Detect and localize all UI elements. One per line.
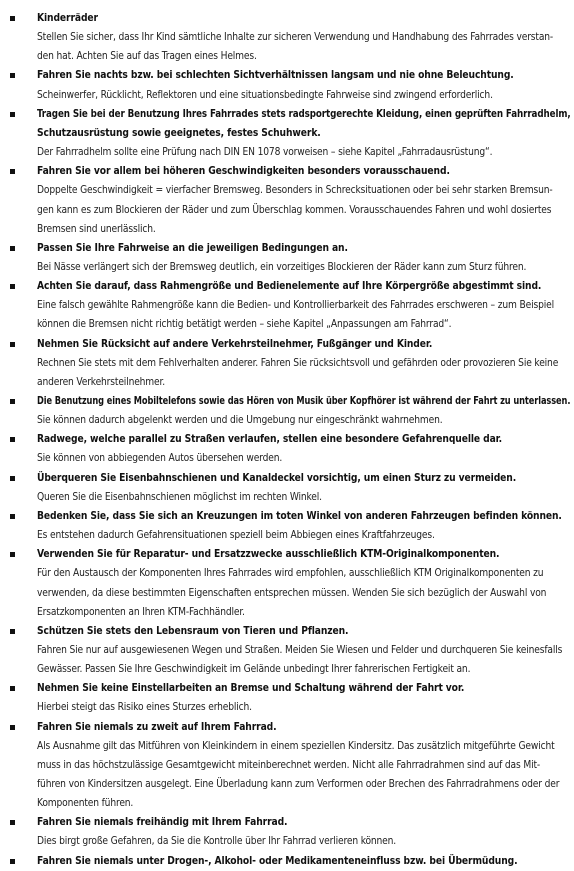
item-body-line: führen von Kindersitzen ausgelegt. Eine Überladung kann zum Verformen oder Brechen des Fahrradrahmens oder der	[37, 779, 560, 791]
item-body	[37, 143, 572, 162]
item-heading-line: Fahren Sie niemals zu zweit auf Ihrem Fahrrad.	[37, 721, 277, 733]
item-body-line: Stellen Sie sicher, dass Ihr Kind sämtliche Inhalte zur sicheren Verwendung und Handhabung des Fahrrades verstan-	[37, 32, 554, 44]
item-body-line: Fahren Sie nur auf ausgewiesenen Wegen und Straßen. Meiden Sie Wiesen und Felder und durchqueren Sie keinesfalls	[37, 644, 563, 656]
item-heading	[37, 162, 570, 181]
item-heading-line: Fahren Sie nachts bzw. bei schlechten Sichtverhältnissen langsam und nie ohne Beleuchtung.	[37, 70, 514, 82]
item-heading	[37, 105, 570, 143]
item-heading	[37, 66, 570, 85]
item-body-line: Queren Sie die Eisenbahnschienen möglichst im rechten Winkel.	[37, 491, 322, 503]
item-body	[37, 354, 572, 392]
bullet-icon	[10, 399, 15, 404]
item-heading	[37, 679, 570, 698]
item-body-line: Der Fahrradhelm sollte eine Prüfung nach DIN EN 1078 vorweisen – siehe Kapitel „Fahrradausrüstung“.	[37, 146, 493, 158]
bullet-icon	[10, 16, 15, 21]
item-body-line: den hat. Achten Sie auf das Tragen eines Helmes.	[37, 51, 257, 63]
item-body	[37, 488, 572, 507]
item-body	[37, 564, 572, 622]
item-heading	[37, 9, 570, 28]
item-body-line: Doppelte Geschwindigkeit = vierfacher Bremsweg. Besonders in Schrecksituationen oder bei sehr starken Bremsun-	[37, 185, 553, 197]
bullet-icon	[10, 284, 15, 289]
item-heading-line: Die Benutzung eines Mobiltelefons sowie das Hören von Musik über Kopfhörer ist während der Fahrt zu unterlassen.	[37, 396, 571, 407]
item-body	[37, 737, 572, 814]
item-heading-line: Radwege, welche parallel zu Straßen verlaufen, stellen eine besondere Gefahrenquelle dar.	[37, 434, 503, 446]
bullet-icon	[10, 73, 15, 78]
item-body	[37, 411, 572, 430]
item-body-line: Scheinwerfer, Rücklicht, Reflektoren und eine situationsbedingte Fahrweise sind zwingend erforderlich.	[37, 89, 493, 101]
item-body-line: Ersatzkomponenten an Ihren KTM-Fachhändler.	[37, 606, 245, 618]
item-body	[37, 641, 572, 679]
item-body-line: Sie können von abbiegenden Autos übersehen werden.	[37, 453, 283, 465]
bullet-icon	[10, 476, 15, 481]
item-heading	[37, 718, 570, 737]
item-heading-line: Verwenden Sie für Reparatur- und Ersatzzwecke ausschließlich KTM-Originalkomponenten.	[37, 549, 500, 561]
item-body	[37, 258, 572, 277]
item-heading	[37, 430, 570, 449]
item-body	[37, 28, 572, 66]
item-heading-line: Tragen Sie bei der Benutzung Ihres Fahrrades stets radsportgerechte Kleidung, einen geprüften Fahrradhelm,	[37, 108, 571, 120]
item-heading	[37, 622, 570, 641]
item-body-line: Bremsen sind unerlässlich.	[37, 223, 156, 235]
bullet-icon	[10, 552, 15, 557]
item-heading	[37, 277, 570, 296]
item-body-line: Eine falsch gewählte Rahmengröße kann die Bedien- und Kontrollierbarkeit des Fahrrades erschweren – zum Beispiel	[37, 300, 554, 312]
item-heading	[37, 469, 570, 488]
item-heading	[37, 392, 570, 411]
item-heading	[37, 852, 570, 871]
item-heading-line: Schützen Sie stets den Lebensraum von Tieren und Pflanzen.	[37, 625, 349, 637]
item-body	[37, 181, 572, 239]
item-body	[37, 296, 572, 334]
item-heading-line: Passen Sie Ihre Fahrweise an die jeweiligen Bedingungen an.	[37, 242, 348, 254]
bullet-icon	[10, 112, 15, 117]
item-heading-line: Fahren Sie niemals freihändig mit Ihrem Fahrrad.	[37, 817, 288, 829]
item-body-line: Dies birgt große Gefahren, da Sie die Kontrolle über Ihr Fahrrad verlieren können.	[37, 836, 397, 848]
item-heading-line: Schutzausrüstung sowie geeignetes, festes Schuhwerk.	[37, 127, 321, 139]
bullet-icon	[10, 514, 15, 519]
item-heading-line: Bedenken Sie, dass Sie sich an Kreuzungen im toten Winkel von anderen Fahrzeugen befinden können.	[37, 510, 562, 522]
item-heading	[37, 239, 570, 258]
item-heading-line: Fahren Sie vor allem bei höheren Geschwindigkeiten besonders vorausschauend.	[37, 166, 450, 178]
item-body-line: Rechnen Sie stets mit dem Fehlverhalten anderer. Fahren Sie rücksichtsvoll und gefährden oder provozieren Sie keine	[37, 357, 559, 369]
bullet-icon	[10, 437, 15, 442]
item-heading	[37, 545, 570, 564]
item-heading	[37, 813, 570, 832]
item-heading	[37, 335, 570, 354]
item-heading-line: Nehmen Sie Rücksicht auf andere Verkehrsteilnehmer, Fußgänger und Kinder.	[37, 338, 433, 350]
bullet-icon	[10, 859, 15, 864]
item-body	[37, 698, 572, 717]
item-body-line: Es entstehen dadurch Gefahrensituationen speziell beim Abbiegen eines Kraftfahrzeuges.	[37, 530, 435, 542]
bullet-icon	[10, 169, 15, 174]
item-body-line: verwenden, da diese bestimmten Eigenschaften entsprechen müssen. Wenden Sie sich bezüglich der Auswahl von	[37, 587, 547, 599]
item-heading-line: Kinderräder	[37, 13, 98, 24]
item-heading-line: Fahren Sie niemals unter Drogen-, Alkohol- oder Medikamenteneinfluss bzw. bei Übermüdung.	[37, 855, 518, 867]
item-body-line: muss in das höchstzulässige Gesamtgewicht miteinberechnet werden. Nicht alle Fahrradrahmen sind auf das Mit-	[37, 759, 541, 771]
item-body-line: Komponenten führen.	[37, 798, 134, 810]
item-body-line: Sie können dadurch abgelenkt werden und die Umgebung nur eingeschränkt wahrnehmen.	[37, 415, 443, 427]
item-body-line: Gewässer. Passen Sie Ihre Geschwindigkeit im Gelände unbedingt Ihrer fahrerischen Fertigkeit an.	[37, 664, 471, 676]
item-body-line: Für den Austausch der Komponenten Ihres Fahrrades wird empfohlen, ausschließlich KTM Originalkomponenten zu	[37, 568, 544, 580]
bullet-icon	[10, 686, 15, 691]
item-body	[37, 526, 572, 545]
bullet-icon	[10, 725, 15, 730]
item-heading-line: Überqueren Sie Eisenbahnschienen und Kanaldeckel vorsichtig, um einen Sturz zu vermeiden.	[37, 472, 517, 484]
item-body-line: anderen Verkehrsteilnehmer.	[37, 376, 165, 388]
bullet-icon	[10, 820, 15, 825]
item-body-line: Bei Nässe verlängert sich der Bremsweg deutlich, ein vorzeitiges Blockieren der Räder kann zum Sturz führen.	[37, 261, 527, 273]
item-body-line: gen kann es zum Blockieren der Räder und zum Überschlag kommen. Vorausschauendes Fahren und wohl dosiertes	[37, 204, 552, 216]
item-heading	[37, 507, 570, 526]
item-heading-line: Achten Sie darauf, dass Rahmengröße und Bedienelemente auf Ihre Körpergröße abgestimmt sind.	[37, 281, 542, 293]
item-body	[37, 86, 572, 105]
bullet-icon	[10, 342, 15, 347]
item-body	[37, 449, 572, 468]
bullet-icon	[10, 629, 15, 634]
item-heading-line: Nehmen Sie keine Einstellarbeiten an Bremse und Schaltung während der Fahrt vor.	[37, 683, 465, 695]
item-body-line: Als Ausnahme gilt das Mitführen von Kleinkindern in einem speziellen Kindersitz. Das zusätzlich mitgeführte Gewicht	[37, 740, 555, 752]
item-body-line: können die Bremsen nicht richtig betätigt werden – siehe Kapitel „Anpassungen am Fahrrad“.	[37, 319, 452, 331]
bullet-icon	[10, 246, 15, 251]
item-body-line: Hierbei steigt das Risiko eines Sturzes erheblich.	[37, 702, 252, 714]
